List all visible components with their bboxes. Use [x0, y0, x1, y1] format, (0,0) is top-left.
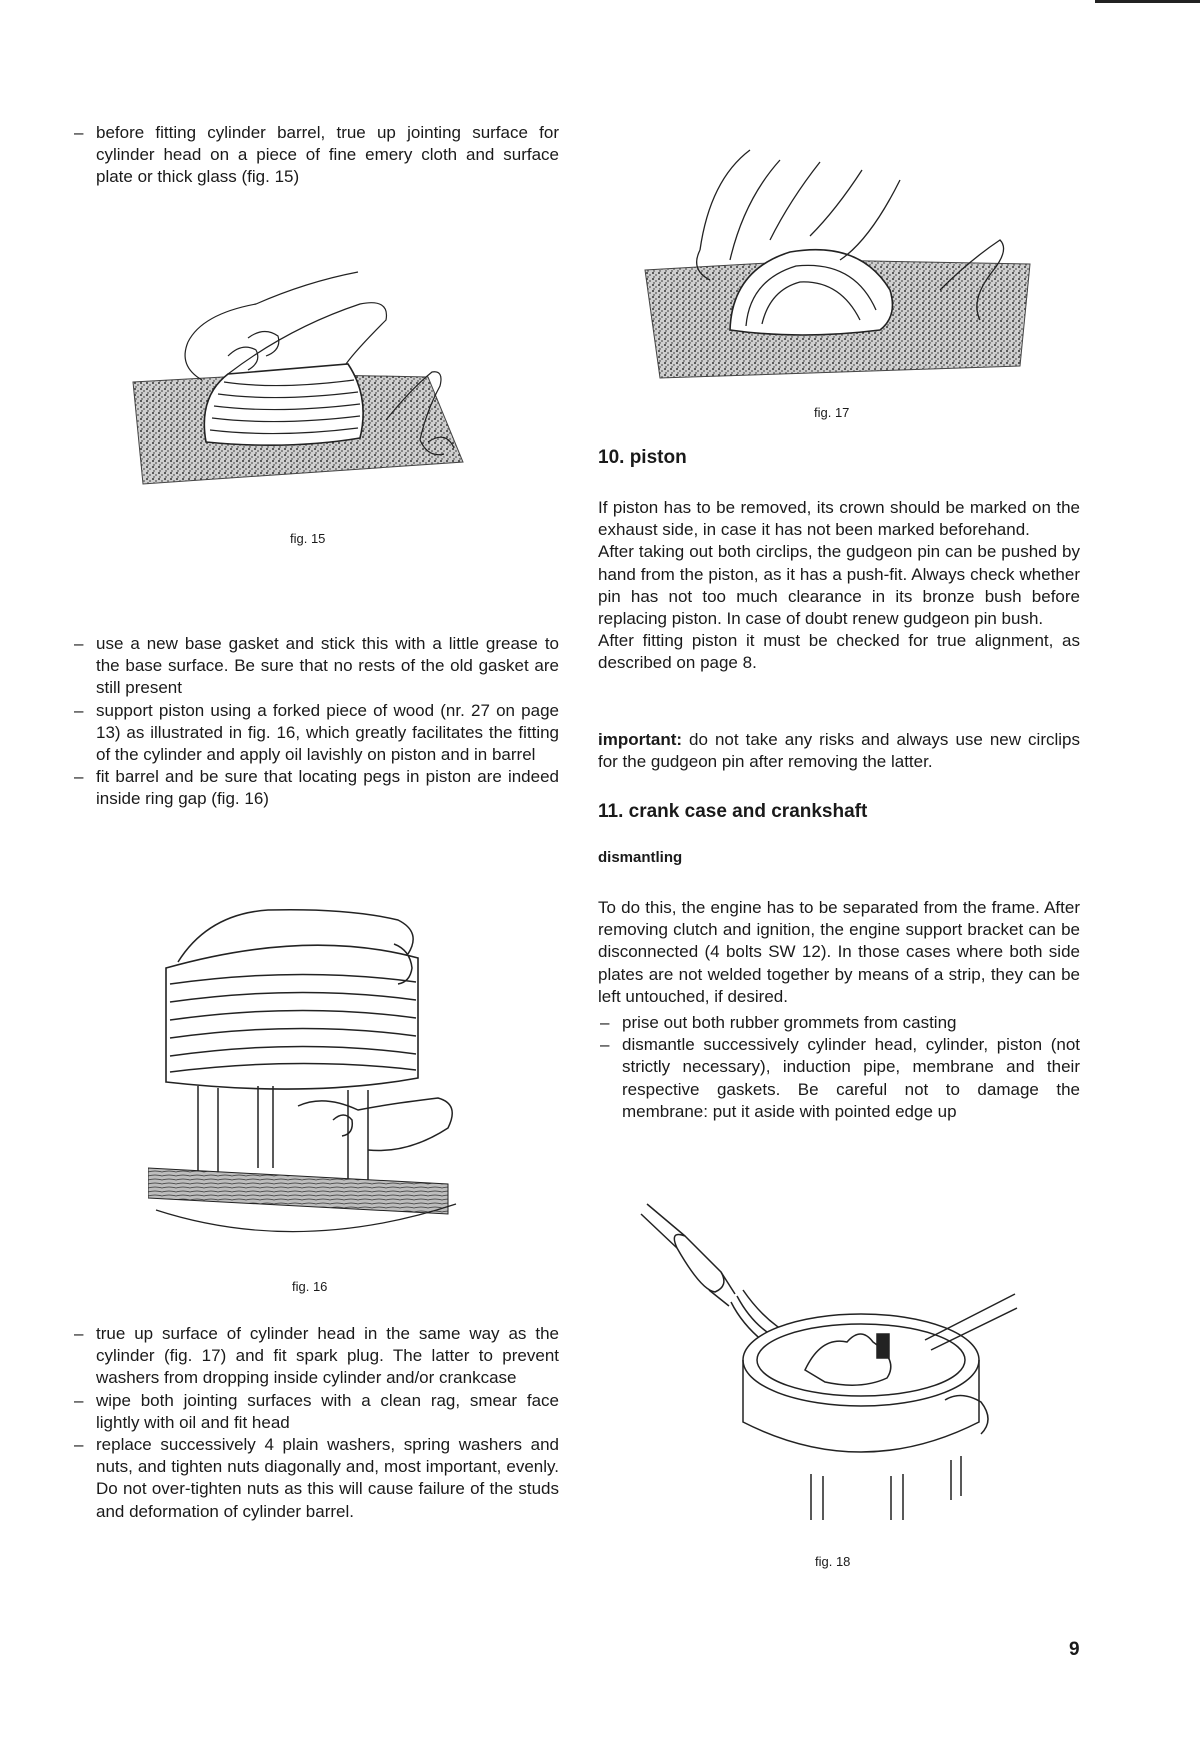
cylinder-fitting-instructions — [72, 633, 559, 811]
list-item: – prise out both rubber grommets from casting — [598, 1012, 1080, 1034]
fig15-illustration — [128, 262, 473, 492]
page-number: 9 — [1069, 1639, 1080, 1660]
paragraph: To do this, the engine has to be separated from the frame. After removing clutch and ignition, the engine support bracket can be disconnected (4 bolts SW 12). In those cases where both side plates are not welded together by means of a strip, they can be left untouched, if desired. — [598, 898, 1080, 1006]
fig16-illustration — [148, 858, 468, 1238]
fig18-illustration — [625, 1190, 1020, 1530]
list-item: – before fitting cylinder barrel, true up jointing surface for cylinder head on a piece of fine emery cloth and surface plate or thick glass (fig. 15) — [72, 122, 559, 189]
fig15-caption: fig. 15 — [290, 531, 326, 546]
fig16-caption: fig. 16 — [292, 1279, 328, 1294]
list-item: – support piston using a forked piece of wood (nr. 27 on page 13) as illustrated in fig. 16, which greatly facilitates the fitting of the cylinder and apply oil lavishly on piston and in barrel — [72, 700, 559, 767]
paragraph: If piston has to be removed, its crown should be marked on the exhaust side, in case it has not been marked beforehand. — [598, 498, 1080, 540]
paragraph: After taking out both circlips, the gudgeon pin can be pushed by hand from the piston, as it has a push-fit. Always check whether pin has not too much clearance in its bronze bush before replacing piston. In case of doubt renew gudgeon pin bush. — [598, 542, 1080, 629]
cylinder-head-instructions — [72, 1323, 559, 1523]
dismantling-subheading: dismantling — [598, 849, 683, 866]
list-item: – true up surface of cylinder head in the same way as the cylinder (fig. 17) and fit spark plug. The latter to prevent washers from dropping inside cylinder and/or crankcase — [72, 1323, 559, 1390]
important-label: important: — [598, 730, 683, 749]
top-edge-rule — [1095, 0, 1200, 3]
fig18-caption: fig. 18 — [815, 1554, 851, 1569]
intro-instructions — [72, 122, 559, 189]
list-item: – replace successively 4 plain washers, spring washers and nuts, and tighten nuts diagonally and, most important, evenly. Do not over-tighten nuts as this will cause failure of the studs and deformation of cylinder barrel. — [72, 1434, 559, 1523]
piston-section-body — [598, 497, 1080, 675]
fig17-illustration — [640, 140, 1035, 390]
list-item: – wipe both jointing surfaces with a clean rag, smear face lightly with oil and fit head — [72, 1390, 559, 1434]
section-11-title: 11. crank case and crankshaft — [598, 801, 868, 822]
important-note — [598, 729, 1080, 773]
list-item: – fit barrel and be sure that locating pegs in piston are indeed inside ring gap (fig. 16) — [72, 766, 559, 810]
list-item: – dismantle successively cylinder head, cylinder, piston (not strictly necessary), induction pipe, membrane and their respective gaskets. Be careful not to damage the membrane: put it aside with pointed edge up — [598, 1034, 1080, 1123]
important-text: do not take any risks and always use new circlips for the gudgeon pin after removing the latter. — [598, 730, 1080, 772]
section-10-title: 10. piston — [598, 447, 687, 468]
fig17-caption: fig. 17 — [814, 405, 850, 420]
dismantling-body — [598, 897, 1080, 1123]
paragraph: After fitting piston it must be checked for true alignment, as described on page 8. — [598, 631, 1080, 673]
list-item: – use a new base gasket and stick this with a little grease to the base surface. Be sure that no rests of the old gasket are still present — [72, 633, 559, 700]
